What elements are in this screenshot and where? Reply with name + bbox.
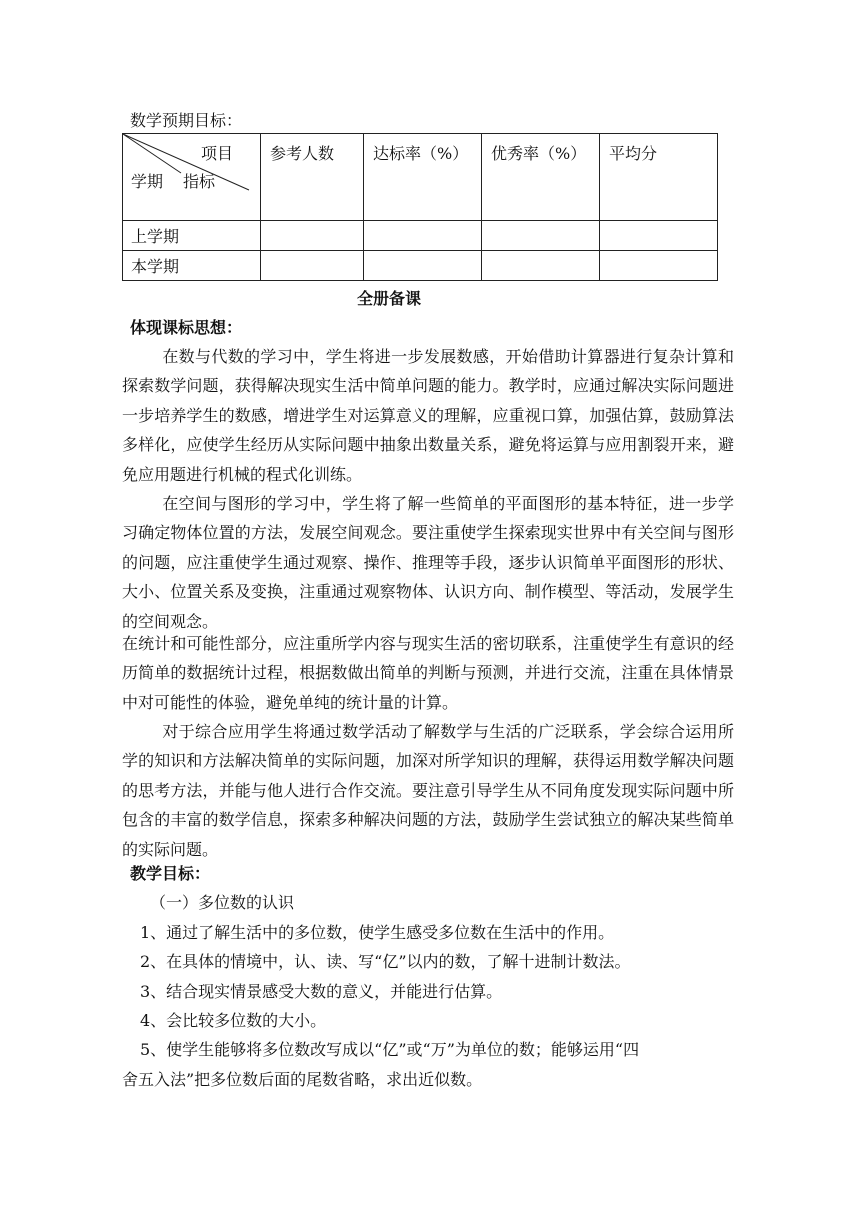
table-cell [261, 251, 364, 281]
goal-item-5-line2: 舍五入法”把多位数后面的尾数省略，求出近似数。 [122, 1070, 483, 1089]
table-row [123, 221, 718, 251]
goal-item: 2、在具体的情境中，认、读、写“亿”以内的数，了解十进制计数法。 [140, 952, 631, 971]
table-cell [600, 221, 718, 251]
table-cell [482, 251, 600, 281]
goals-table [122, 133, 718, 281]
table-cell [364, 221, 482, 251]
paragraph-statistics [122, 629, 734, 717]
table-header-row [123, 134, 718, 221]
row-label: 上学期 [123, 221, 261, 251]
paragraph-text: 在统计和可能性部分，应注重所学内容与现实生活的密切联系，注重使学生有意识的经历简单的数据统计过程，根据数做出简单的判断与预测，并进行交流，注重在具体情景中对可能性的体验，避免单纯的统计量的计算。 [122, 634, 734, 712]
table-cell [364, 251, 482, 281]
header-excellent-rate: 优秀率（%） [482, 134, 600, 221]
diagonal-header-cell [123, 134, 261, 221]
table-cell [261, 221, 364, 251]
goal-item: 3、结合现实情景感受大数的意义，并能进行估算。 [140, 982, 503, 1001]
paragraph-number-algebra [122, 342, 734, 489]
paragraph-text: 在数与代数的学习中，学生将进一步发展数感，开始借助计算器进行复杂计算和探索数学问题，获得解决现实生活中简单问题的能力。教学时，应通过解决实际问题进一步培养学生的数感，增进学生对运算意义的理解，应重视口算，加强估算，鼓励算法多样化，应使学生经历从实际问题中抽象出数量关系，避免将运算与应用割裂开来，避免应用题进行机械的程式化训练。 [122, 347, 734, 484]
corner-label-indicator: 指标 [183, 172, 216, 191]
heading-curriculum-ideas: 体现课标思想： [130, 318, 243, 337]
header-participants: 参考人数 [261, 134, 364, 221]
header-average: 平均分 [600, 134, 718, 221]
paragraph-text: 对于综合应用学生将通过数学活动了解数学与生活的广泛联系，学会综合运用所学的知识和方法解决简单的实际问题，加深对所学知识的理解，获得运用数学解决问题的思考方法，并能与他人进行合作交流。要注意引导学生从不同角度发现实际问题中所包含的丰富的数学信息，探索多种解决问题的方法，鼓励学生尝试独立的解决某些简单的实际问题。 [122, 722, 734, 859]
corner-label-item: 项目 [201, 144, 234, 163]
goal-item-5-line1: 5、使学生能够将多位数改写成以“亿”或“万”为单位的数；能够运用“四 [140, 1040, 640, 1059]
goal-item: 1、通过了解生活中的多位数，使学生感受多位数在生活中的作用。 [140, 923, 615, 942]
paragraph-comprehensive [122, 717, 734, 864]
table-cell [482, 221, 600, 251]
section-title: 全册备课 [357, 289, 422, 308]
goal-item: 4、会比较多位数的大小。 [140, 1011, 327, 1030]
table-row [123, 251, 718, 281]
paragraph-space-geometry [122, 489, 734, 636]
subheading-multidigit: （一）多位数的认识 [150, 893, 295, 912]
corner-label-term: 学期 [131, 172, 164, 191]
row-label: 本学期 [123, 251, 261, 281]
header-pass-rate: 达标率（%） [364, 134, 482, 221]
table-cell [600, 251, 718, 281]
heading-teaching-goals: 教学目标： [130, 864, 211, 883]
paragraph-text: 在空间与图形的学习中，学生将了解一些简单的平面图形的基本特征，进一步学习确定物体位置的方法，发展空间观念。要注重使学生探索现实世界中有关空间与图形的问题，应注重使学生通过观察、操作、推理等手段，逐步认识简单平面图形的形状、大小、位置关系及变换，注重通过观察物体、认识方向、制作模型、等活动，发展学生的空间观念。 [122, 494, 734, 631]
table-caption: 数学预期目标： [130, 111, 243, 130]
